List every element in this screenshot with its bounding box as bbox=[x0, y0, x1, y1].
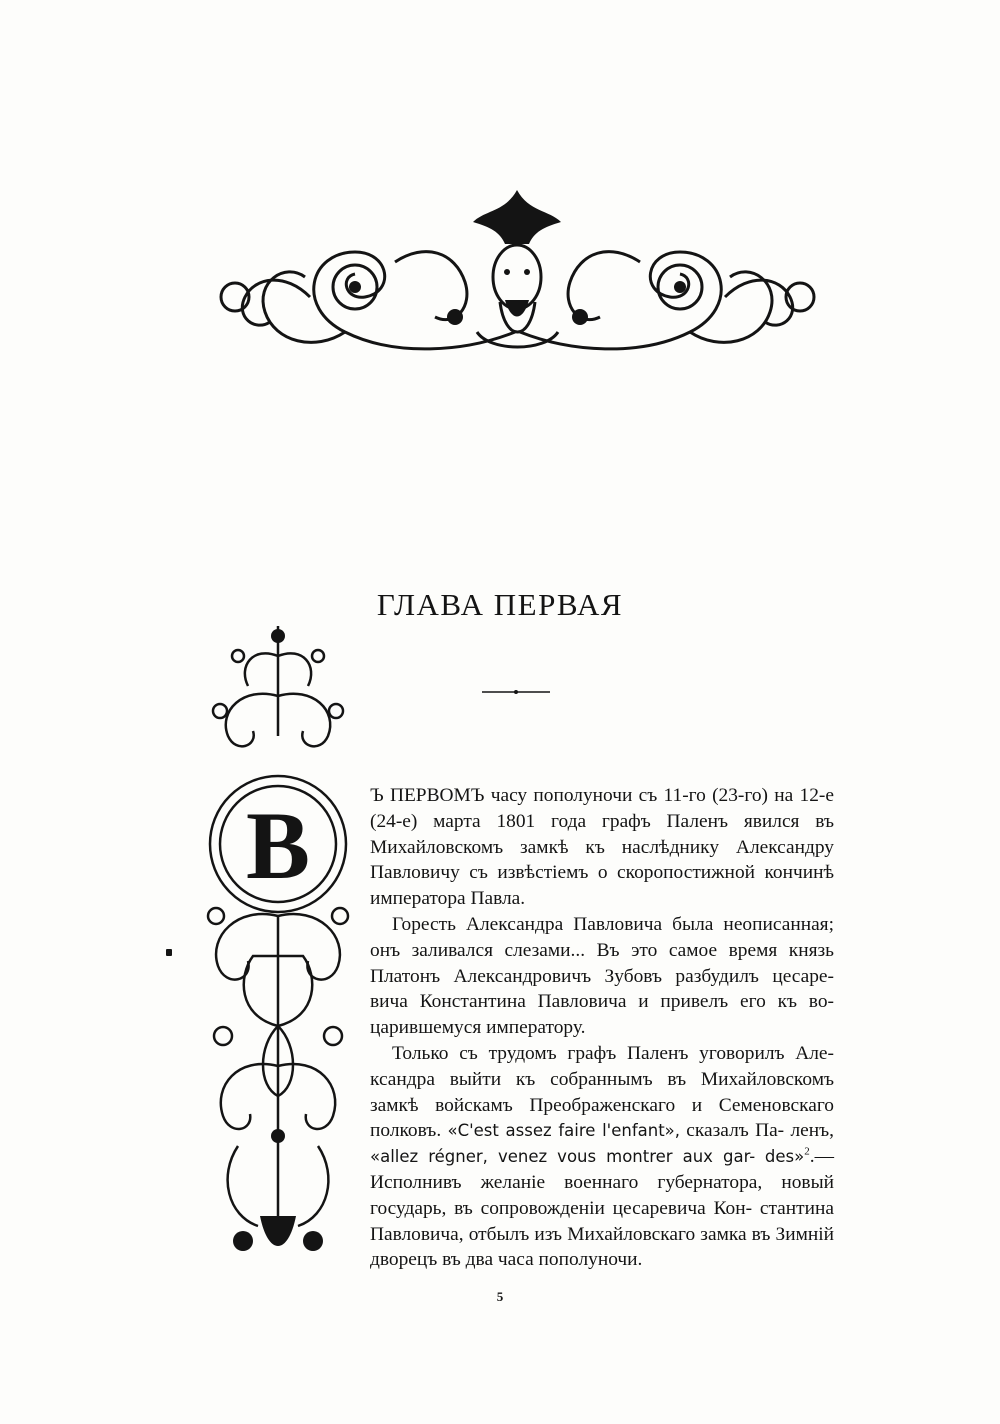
text-line: царившемуся императору. bbox=[370, 1017, 586, 1039]
text-line: полковъ. bbox=[370, 1120, 442, 1142]
paragraph-1 bbox=[370, 783, 834, 912]
text-line: императора Павла. bbox=[370, 888, 526, 910]
page-number: 5 bbox=[496, 1289, 504, 1304]
text-line: Платонъ Александровичъ Зубовъ разбудилъ цесаре- bbox=[370, 965, 834, 987]
text-line: новый государь, въ сопровожденіи цесаревича Кон- bbox=[370, 1171, 834, 1219]
paragraph-2 bbox=[370, 912, 834, 1041]
text-line: ленъ, bbox=[790, 1120, 834, 1142]
text-line: замкѣ войскамъ Преображенскаго и Семеновскаго bbox=[370, 1094, 834, 1116]
text-line: замка въ Зимній дворецъ въ два часа пополуночи. bbox=[370, 1223, 834, 1271]
title-divider-rule bbox=[482, 688, 550, 696]
headpiece-ornament bbox=[215, 182, 820, 377]
text-line: сказалъ Па- bbox=[680, 1120, 785, 1142]
text-line: Павловичу съ извѣстіемъ о скоропостижной кончинѣ bbox=[370, 862, 834, 884]
text-line: стантина Павловича, отбылъ изъ Михайловскаго bbox=[370, 1197, 834, 1245]
french-quote: «C'est assez faire l'enfant», bbox=[447, 1121, 681, 1141]
text-line: въ Михайловскомъ замкѣ къ наслѣднику Александру bbox=[370, 810, 834, 858]
margin-mark bbox=[166, 949, 172, 956]
text-line: онъ заливался слезами... Въ это самое время князь bbox=[370, 939, 834, 961]
text-line: ксандра выйти къ собраннымъ въ Михайловскомъ bbox=[370, 1068, 834, 1090]
footnote-ref[interactable]: 2 bbox=[804, 1145, 810, 1158]
text-line: вича Константина Павловича и привелъ его къ во- bbox=[370, 991, 834, 1013]
body-text bbox=[370, 783, 834, 1273]
text-line: Только съ трудомъ графъ Паленъ уговорилъ Але- bbox=[392, 1042, 834, 1064]
text-line: Ъ ПЕРВОМЪ часу пополуночи съ 11-го (23-го) на bbox=[370, 785, 794, 806]
french-quote: des» bbox=[764, 1147, 805, 1167]
paragraph-3 bbox=[370, 1041, 834, 1273]
text-line: Горесть Александра Павловича была неописанная; bbox=[392, 913, 834, 935]
drop-cap-ornament bbox=[198, 616, 358, 1266]
text-line: 12-е (24-е) марта 1801 года графъ Паленъ явился bbox=[370, 785, 834, 832]
drop-cap-letter: В bbox=[245, 792, 311, 899]
text-line: .— Исполнивъ желаніе военнаго губернатора, bbox=[370, 1146, 834, 1193]
chapter-title: ГЛАВА ПЕРВАЯ bbox=[376, 586, 624, 622]
french-quote: «allez régner, venez vous montrer aux gar- bbox=[370, 1147, 756, 1167]
